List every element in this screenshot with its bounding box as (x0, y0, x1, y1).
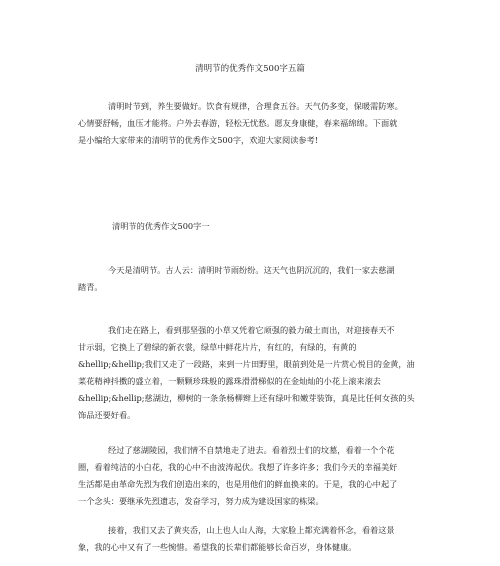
text-line: 接着，我们又去了黄夹岙，山上也人山人海，大家脸上都充满着怀念，看着这景 (108, 525, 395, 535)
text-line: &hellip;&hellip;慈湖边，柳树的一条条杨柳辫上还有绿叶和嫩芽装饰，真是比任何女孩的头 (78, 393, 415, 403)
text-line: 是小编给大家带来的清明节的优秀作文500字，欢迎大家阅读参考! (78, 135, 318, 145)
text-line: 象，我的心中又有了一些惋惜。希望我的长辈们都能够长命百岁，身体健康。 (78, 542, 357, 552)
text-line: 我们走在路上，看到那坚强的小草又凭着它顽强的毅力破土而出，对迎接春天不 (108, 325, 395, 335)
section-title: 清明节的优秀作文500字一 (112, 221, 210, 231)
text-line: 清明时节到，养生要做好。饮食有规律，合理食五谷。天气仍多变，保暖需防寒。 (108, 101, 403, 111)
text-line: 饰品还要好看。 (78, 410, 136, 420)
paragraph-3 (78, 442, 428, 510)
text-line: &hellip;&hellip;我们又走了一段路，来到一片田野里，眼前到处是一片赏心悦目的金黄，油 (78, 359, 415, 369)
text-line: 一个念头：要继承先烈遗志，发奋学习，努力成为建设国家的栋梁。 (78, 496, 324, 506)
text-line: 圈，看着纯洁的小白花，我的心中不由波涛起伏。我想了许多许多；我们今天的幸福美好 (78, 462, 398, 472)
document-title: 清明节的优秀作文500字五篇 (195, 64, 305, 74)
text-line: 踏青。 (78, 282, 103, 292)
paragraph-4 (78, 522, 428, 556)
text-line: 甘示弱，它换上了碧绿的新衣裳，绿草中鲜花片片，有红的，有绿的，有黄的 (78, 342, 357, 352)
paragraph-2 (78, 322, 428, 424)
text-line: 菜花精神抖擞的盛立着，一颗颗珍珠般的露珠滑滑梯似的在金灿灿的小花上滚来滚去 (78, 376, 381, 386)
text-line: 心情要舒畅，血压才能将。户外去春游，轻松无忧愁。愿友身康健，春来福绵绵。下面就 (78, 118, 398, 128)
text-line: 今天是清明节。古人云：清明时节雨纷纷。这天气也阴沉沉的，我们一家去慈湖 (108, 265, 395, 275)
text-line: 经过了慈湖陵园，我们情不自禁地走了进去。看着烈士们的坟墓，看着一个个花 (108, 445, 395, 455)
intro-paragraph (78, 98, 428, 149)
paragraph-1 (78, 262, 428, 296)
text-line: 生活都是由革命先烈为我们创造出来的，也是用他们的鲜血换来的。于是，我的心中起了 (78, 479, 398, 489)
